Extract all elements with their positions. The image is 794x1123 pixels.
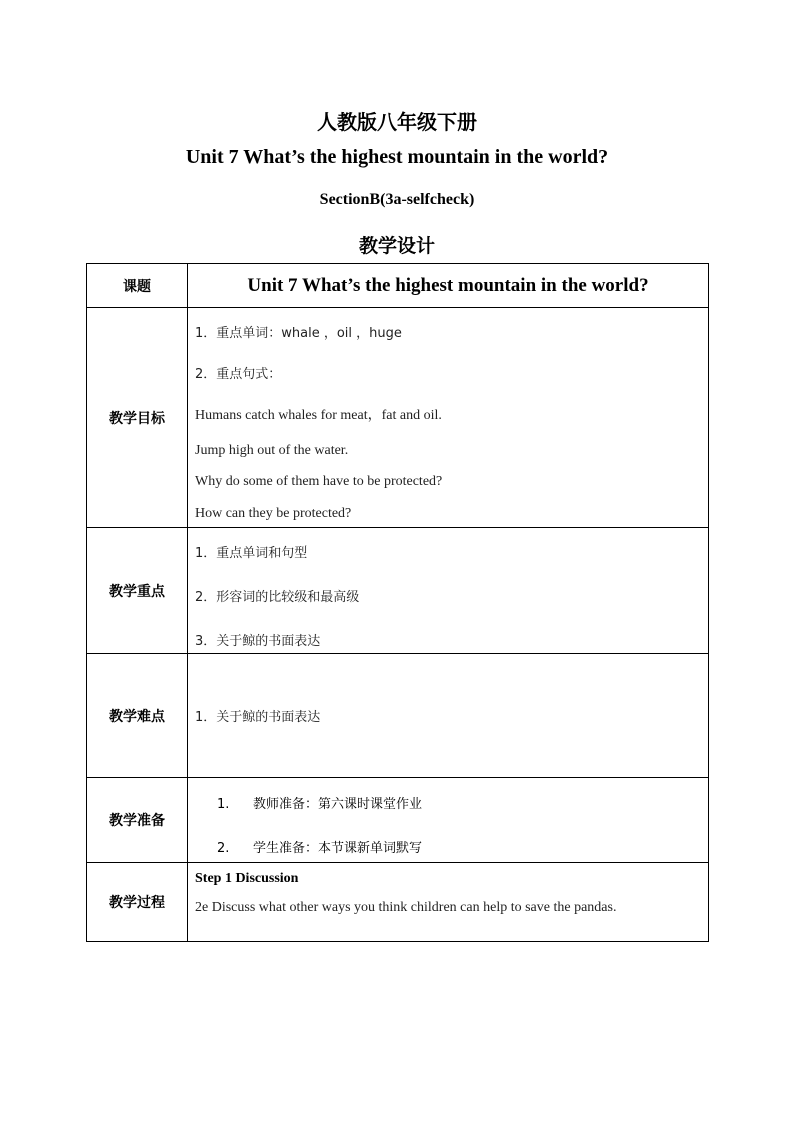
unit-title: Unit 7 What’s the highest mountain in the world? — [185, 146, 609, 168]
preparation-row — [87, 778, 709, 863]
section-title: SectionB(3a-selfcheck) — [319, 191, 475, 208]
objectives-sentence: Why do some of them have to be protected? — [195, 474, 443, 489]
objectives-sentence: Jump high out of the water. — [195, 443, 349, 458]
lesson-plan-table — [86, 263, 709, 942]
difficulties-content — [188, 654, 709, 778]
preparation-item-text: 教师准备：第六课时课堂作业 — [253, 797, 423, 812]
topic-row — [87, 264, 709, 308]
process-step-text: 2e Discuss what other ways you think children can help to save the pandas. — [195, 900, 617, 915]
difficulties-label: 教学难点 — [87, 654, 188, 778]
preparation-item — [195, 793, 708, 812]
objectives-sentence: How can they be protected? — [195, 506, 352, 521]
difficulties-row — [87, 654, 709, 778]
process-step-title: Step 1 Discussion — [195, 871, 299, 886]
key-point-item: 3．关于鲸的书面表达 — [195, 634, 321, 649]
objectives-row — [87, 308, 709, 528]
preparation-content — [188, 778, 709, 863]
objectives-sentences-heading: 2．重点句式： — [195, 367, 282, 382]
key-point-item: 2．形容词的比较级和最高级 — [195, 590, 360, 605]
preparation-label: 教学准备 — [87, 778, 188, 863]
objectives-words: 1．重点单词：whale ，oil ，huge — [195, 326, 402, 341]
objectives-label: 教学目标 — [87, 308, 188, 528]
key-points-label: 教学重点 — [87, 528, 188, 654]
process-row — [87, 863, 709, 942]
key-points-row — [87, 528, 709, 654]
key-point-item: 1．重点单词和句型 — [195, 546, 308, 561]
preparation-item-number: 1. — [217, 797, 230, 812]
preparation-item-number: 2. — [217, 841, 230, 856]
process-label: 教学过程 — [87, 863, 188, 942]
topic-value: Unit 7 What’s the highest mountain in the world? — [188, 264, 709, 308]
book-title: 人教版八年级下册 — [317, 110, 477, 134]
process-content — [188, 863, 709, 942]
difficulty-item: 1．关于鲸的书面表达 — [195, 710, 321, 725]
key-points-content — [188, 528, 709, 654]
preparation-item-text: 学生准备：本节课新单词默写 — [253, 841, 423, 856]
objectives-sentence: Humans catch whales for meat，fat and oil. — [195, 408, 442, 423]
preparation-item — [195, 837, 708, 856]
topic-label: 课题 — [87, 264, 188, 308]
document-type: 教学设计 — [358, 235, 435, 257]
objectives-content — [188, 308, 709, 528]
